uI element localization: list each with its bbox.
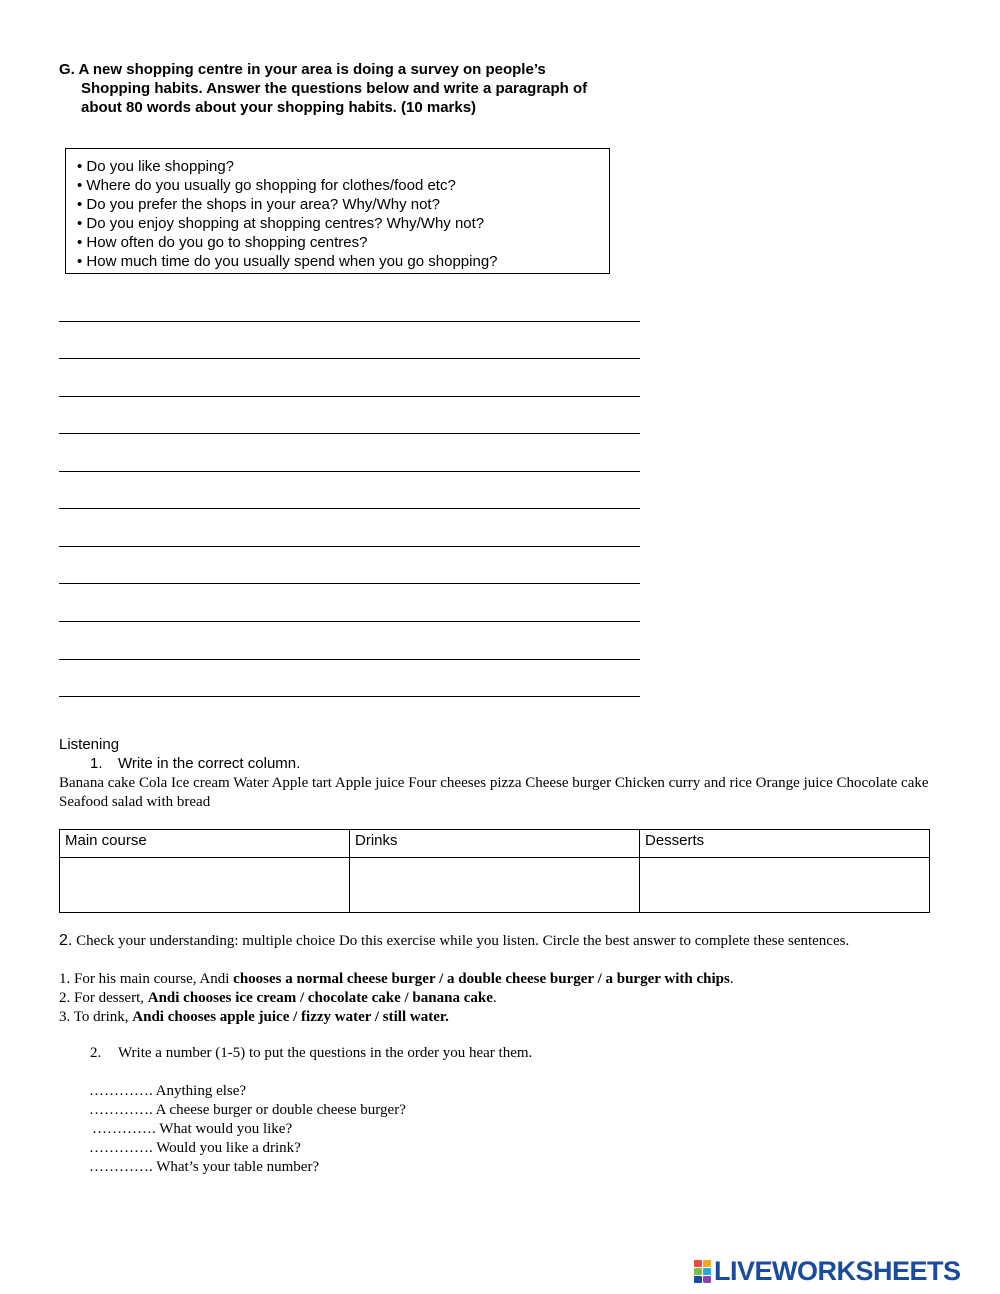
survey-question: • How often do you go to shopping centres? xyxy=(77,234,368,251)
multiple-choice-item xyxy=(59,989,734,1008)
writing-answer-line[interactable] xyxy=(59,583,640,584)
writing-answer-line[interactable] xyxy=(59,433,640,434)
writing-answer-line[interactable] xyxy=(59,471,640,472)
survey-question: • Do you enjoy shopping at shopping centres? Why/Why not? xyxy=(77,215,485,232)
multiple-choice-item xyxy=(59,1008,734,1027)
logo-mark-square xyxy=(694,1260,702,1267)
column-header-main-course: Main course xyxy=(60,830,350,858)
exercise-2-number: 2. xyxy=(59,932,73,949)
mc-item-prefix: 3. To drink, xyxy=(59,1009,133,1025)
logo-mark-square xyxy=(703,1260,711,1267)
liveworksheets-logo-icon xyxy=(693,1259,711,1283)
logo-mark-square xyxy=(694,1276,702,1283)
multiple-choice-list xyxy=(59,970,734,1027)
mc-item-suffix: . xyxy=(729,971,734,987)
exercise-3-number: 2. xyxy=(90,1045,102,1061)
writing-answer-line[interactable] xyxy=(59,508,640,509)
liveworksheets-logo-text: LIVEWORKSHEETS xyxy=(714,1255,961,1286)
survey-question: • How much time do you usually spend when you go shopping? xyxy=(77,253,498,270)
mc-item-prefix: 1. For his main course, Andi xyxy=(59,971,234,987)
exercise-3-instruction xyxy=(90,1045,532,1062)
ordering-item[interactable]: …………. A cheese burger or double cheese burger? xyxy=(89,1102,406,1118)
answer-cell-desserts[interactable] xyxy=(640,858,930,913)
writing-answer-line[interactable] xyxy=(59,546,640,547)
logo-mark-square xyxy=(703,1276,711,1283)
sorting-table xyxy=(59,829,930,913)
logo-mark-square xyxy=(694,1268,702,1275)
section-g-title-line-2: Shopping habits. Answer the questions below and write a paragraph of xyxy=(81,80,588,97)
writing-answer-line[interactable] xyxy=(59,659,640,660)
ordering-item[interactable]: …………. What would you like? xyxy=(92,1121,293,1137)
section-g-title xyxy=(59,60,659,117)
liveworksheets-logo xyxy=(693,1256,961,1286)
survey-question: • Do you prefer the shops in your area? Why/Why not? xyxy=(77,196,440,213)
writing-answer-line[interactable] xyxy=(59,621,640,622)
mc-item-options[interactable]: chooses a normal cheese burger / a double cheese burger / a burger with chips xyxy=(233,971,730,987)
listening-heading: Listening xyxy=(59,736,120,753)
exercise-3-text: Write a number (1-5) to put the questions in the order you hear them. xyxy=(118,1045,533,1061)
writing-answer-line[interactable] xyxy=(59,396,640,397)
food-word-list: Banana cake Cola Ice cream Water Apple tart Apple juice Four cheeses pizza Cheese burger Chicken curry and rice Orange juice Chocolate cake Seafood salad with bread xyxy=(59,775,929,810)
mc-item-suffix: . xyxy=(492,990,497,1006)
writing-answer-line[interactable] xyxy=(59,358,640,359)
survey-question: • Where do you usually go shopping for clothes/food etc? xyxy=(77,177,456,194)
mc-item-options[interactable]: Andi chooses ice cream / chocolate cake / banana cake xyxy=(147,990,493,1006)
survey-questions-box xyxy=(65,148,610,274)
ordering-list xyxy=(89,1082,406,1177)
column-header-drinks: Drinks xyxy=(350,830,640,858)
exercise-1-number: 1. xyxy=(90,755,103,772)
column-header-desserts: Desserts xyxy=(640,830,930,858)
ordering-item[interactable]: …………. What’s your table number? xyxy=(89,1159,320,1175)
multiple-choice-item xyxy=(59,970,734,989)
section-g-title-line-1: G. A new shopping centre in your area is doing a survey on people’s xyxy=(59,61,546,78)
writing-answer-line[interactable] xyxy=(59,696,640,697)
section-g-title-line-3: about 80 words about your shopping habits. (10 marks) xyxy=(81,99,477,116)
ordering-item[interactable]: …………. Would you like a drink? xyxy=(89,1140,301,1156)
mc-item-prefix: 2. For dessert, xyxy=(59,990,148,1006)
answer-cell-drinks[interactable] xyxy=(350,858,640,913)
exercise-1-instruction xyxy=(90,755,300,772)
writing-answer-line[interactable] xyxy=(59,321,640,322)
answer-cell-main-course[interactable] xyxy=(60,858,350,913)
survey-question: • Do you like shopping? xyxy=(77,158,235,175)
exercise-1-text: Write in the correct column. xyxy=(118,755,301,772)
logo-mark-square xyxy=(703,1268,711,1275)
ordering-item[interactable]: …………. Anything else? xyxy=(89,1083,247,1099)
exercise-2-text: Check your understanding: multiple choice Do this exercise while you listen. Circle the best answer to complete these sentences. xyxy=(72,933,850,949)
mc-item-options[interactable]: Andi chooses apple juice / fizzy water / still water. xyxy=(132,1009,449,1025)
exercise-2-instruction xyxy=(59,932,849,950)
